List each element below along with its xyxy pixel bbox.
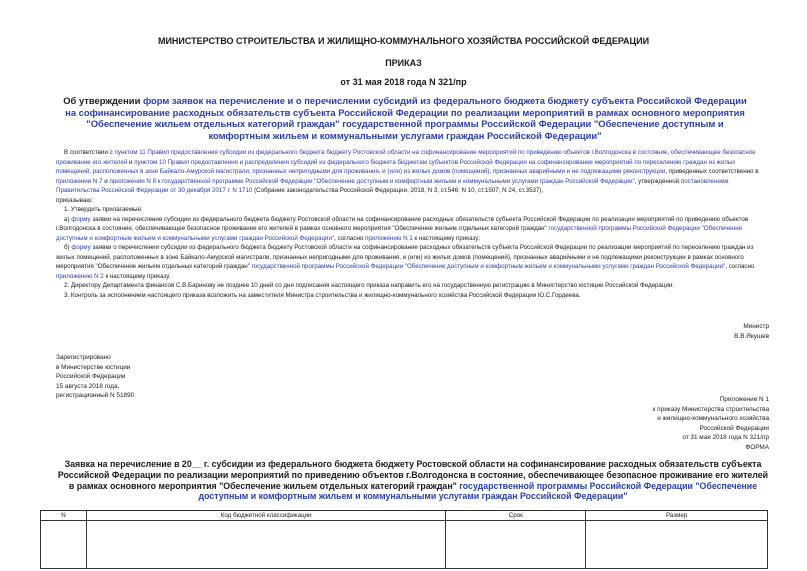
link-appendix-2[interactable]: приложению N 2 <box>56 272 104 280</box>
column-header: Размер <box>586 511 768 521</box>
link-rules-p10[interactable]: пунктом 10 Правил предоставления и распределения субсидий из федерального бюджета бюджетам субъектов Российской Федерации на софинансирование мероприятий по переселению граждан из жилых помещений, расположенных в зоне Байкало-Амурской магистрали, признанных непригодными для проживания, и (или) из жилых домов (помещений), признанных аварийными и не подлежащими реконструкции <box>56 158 736 175</box>
table-cell <box>446 521 586 569</box>
registration-line: в Министерстве юстиции <box>56 363 131 371</box>
text-run: и <box>127 158 135 166</box>
text-run: , приведенных соответственно в <box>665 168 759 175</box>
text-run: заявки на перечисление субсидии из федерального бюджета бюджету Ростовской области на софинансирование расходных обязательств субъекта Российской Федерации по реализации мероприятий по приведению объектов г.Волгодонска в состояние, обеспечивающее безопасное проживание его жителей в рамках основного мероприятия "Обеспечение жильем отдельных категорий граждан" <box>56 215 749 232</box>
doc-title <box>60 95 750 141</box>
text-run: заявки о перечислении субсидии из федерального бюджета бюджету Ростовской области на софинансирование расходных обязательств субъекта Российской Федерации по реализации мероприятий по переселению граждан из жилых помещений, расположенных в зоне Байкало-Амурской магистрали, признанных непригодными для проживания, и (или) из жилых домов (помещений), признанных аварийными и не подлежащими реконструкции в рамках основного мероприятия "Обеспечение жильем отдельных категорий граждан" <box>56 244 754 270</box>
text-run: (Собрание законодательства Российской Федерации, 2018, N 3, ст.546; N 10, ст.1507; N 24, ст.3537), <box>252 187 544 194</box>
link-state-program[interactable]: государственной программы Российской Федерации "Обеспечение доступным и комфортным жильем и коммунальными услугами граждан Российской Федерации" <box>56 225 743 242</box>
table-cell <box>41 521 87 569</box>
order-body <box>56 148 772 300</box>
link-appendix-7[interactable]: приложении N 7 <box>56 177 103 185</box>
table-cell <box>86 521 446 569</box>
appendix-line: Приложение N 1 <box>719 396 769 403</box>
link-form-a[interactable]: форму <box>71 215 91 223</box>
doc-title-link[interactable]: форм заявок на перечисление и о перечислении субсидий из федерального бюджета бюджету субъекта Российской Федерации на софинансирование расходных обязательств субъекта Российской Федерации по реализации мероприятий в рамках основного мероприятия "Обеспечение жильем отдельных категорий граждан" государственной программы Российской Федерации "Обеспечение доступным и комфортным жильем и коммунальными услугами граждан Российской Федерации" <box>65 95 747 141</box>
doc-title-text: Об утверждении <box>63 95 143 106</box>
signer-name: В.В.Якушев <box>734 332 769 340</box>
registration-line: Зарегистрировано <box>56 354 111 361</box>
text-run: а) <box>64 215 72 223</box>
link-rules-p11[interactable]: пунктом 11 Правил предоставления субсидии из федерального бюджета бюджету Ростовской области на софинансирование мероприятий по приведению объектов г.Волгодонска в состояние, обеспечивающее безопасное проживание его жителей <box>56 149 756 166</box>
appendix-line: и жилищно-коммунального хозяйства <box>657 415 769 423</box>
link-government-decree[interactable]: постановлением Правительства Российской Федерации от 30 декабря 2017 г. N 1710 <box>56 177 729 194</box>
table-row <box>41 521 768 569</box>
paragraph-item-1a <box>56 215 772 244</box>
registration-line: Российской Федерации <box>56 373 126 381</box>
paragraph-item-1: 1. Утвердить прилагаемые: <box>64 206 143 213</box>
link-appendix-8[interactable]: приложении N 8 к государственной программе Российской Федерации "Обеспечение доступным и комфортным жильем и коммунальными услугами граждан Российской Федерации" <box>109 177 635 185</box>
paragraph-item-1b <box>56 243 772 281</box>
text-run: к настоящему приказу; <box>412 234 481 242</box>
paragraph-order: приказываю: <box>56 196 93 204</box>
form-title <box>55 459 771 502</box>
link-state-program[interactable]: государственной программы Российской Федерации "Обеспечение доступным и комфортным жильем и коммунальными услугами граждан Российской Федерации" <box>198 480 758 502</box>
appendix-form-label: ФОРМА <box>745 443 769 451</box>
text-run: б) <box>64 244 72 251</box>
doc-date-number: от 31 мая 2018 года N 321/пр <box>340 77 467 87</box>
appendix-line: от 31 мая 2018 года N 321/пр <box>682 434 769 442</box>
paragraph-item-3: 3. Контроль за исполнением настоящего приказа возложить на заместителя Министра строительства и жилищно-коммунального хозяйства Российской Федерации Ю.С.Гордеева. <box>64 291 581 299</box>
link-state-program[interactable]: государственной программы Российской Федерации "Обеспечение доступным и комфортным жильем и коммунальными услугами граждан Российской Федерации" <box>251 263 726 270</box>
registration-line: 15 августа 2018 года, <box>56 382 120 390</box>
text-run: и <box>102 177 110 185</box>
paragraph-item-2: 2. Директору Департамента финансов С.В.Баринову не позднее 10 дней со дня подписания настоящего приказа направить его на государственную регистрацию в Министерство юстиции Российской Федерации. <box>64 282 675 289</box>
table-cell <box>586 521 768 569</box>
signature-block <box>734 322 769 341</box>
link-appendix-1[interactable]: приложению N 1 <box>365 234 413 242</box>
text-run: В соответствии с <box>64 149 115 156</box>
form-title-text: Заявка на перечисление в 20__ г. субсидии из федерального бюджета бюджету Ростовской области на софинансирование расходных обязательств субъекта Российской Федерации по реализации мероприятий по приведению объектов г.Волгодонска в состояние, обеспечивающее безопасное проживание его жителей в рамках основного мероприятия "Обеспечение жильем отдельных категорий граждан" <box>57 459 769 491</box>
signer-position: Министр <box>743 323 769 330</box>
text-run: , утвержденной <box>634 177 681 185</box>
registration-block <box>56 353 134 401</box>
doc-type-heading: ПРИКАЗ <box>385 58 422 68</box>
appendix-line: Российской Федерации <box>699 424 769 432</box>
paragraph-preamble <box>56 148 772 196</box>
text-run: , согласно <box>725 263 755 270</box>
registration-line: регистрационный N 51890 <box>56 392 135 400</box>
column-header: Код бюджетной классификации <box>86 511 446 521</box>
column-header: Срок <box>446 511 586 521</box>
ministry-heading: МИНИСТЕРСТВО СТРОИТЕЛЬСТВА И ЖИЛИЩНО-КОММУНАЛЬНОГО ХОЗЯЙСТВА РОССИЙСКОЙ ФЕДЕРАЦИИ <box>157 36 650 46</box>
text-run: , согласно <box>334 234 366 242</box>
link-form-b[interactable]: форму <box>71 244 91 251</box>
appendix-line: к приказу Министерства строительства <box>652 405 769 413</box>
column-header: N <box>41 511 87 521</box>
table-header-row <box>41 511 768 521</box>
appendix-header <box>653 395 769 453</box>
form-table <box>40 510 768 569</box>
text-run: к настоящему приказу. <box>103 272 171 280</box>
